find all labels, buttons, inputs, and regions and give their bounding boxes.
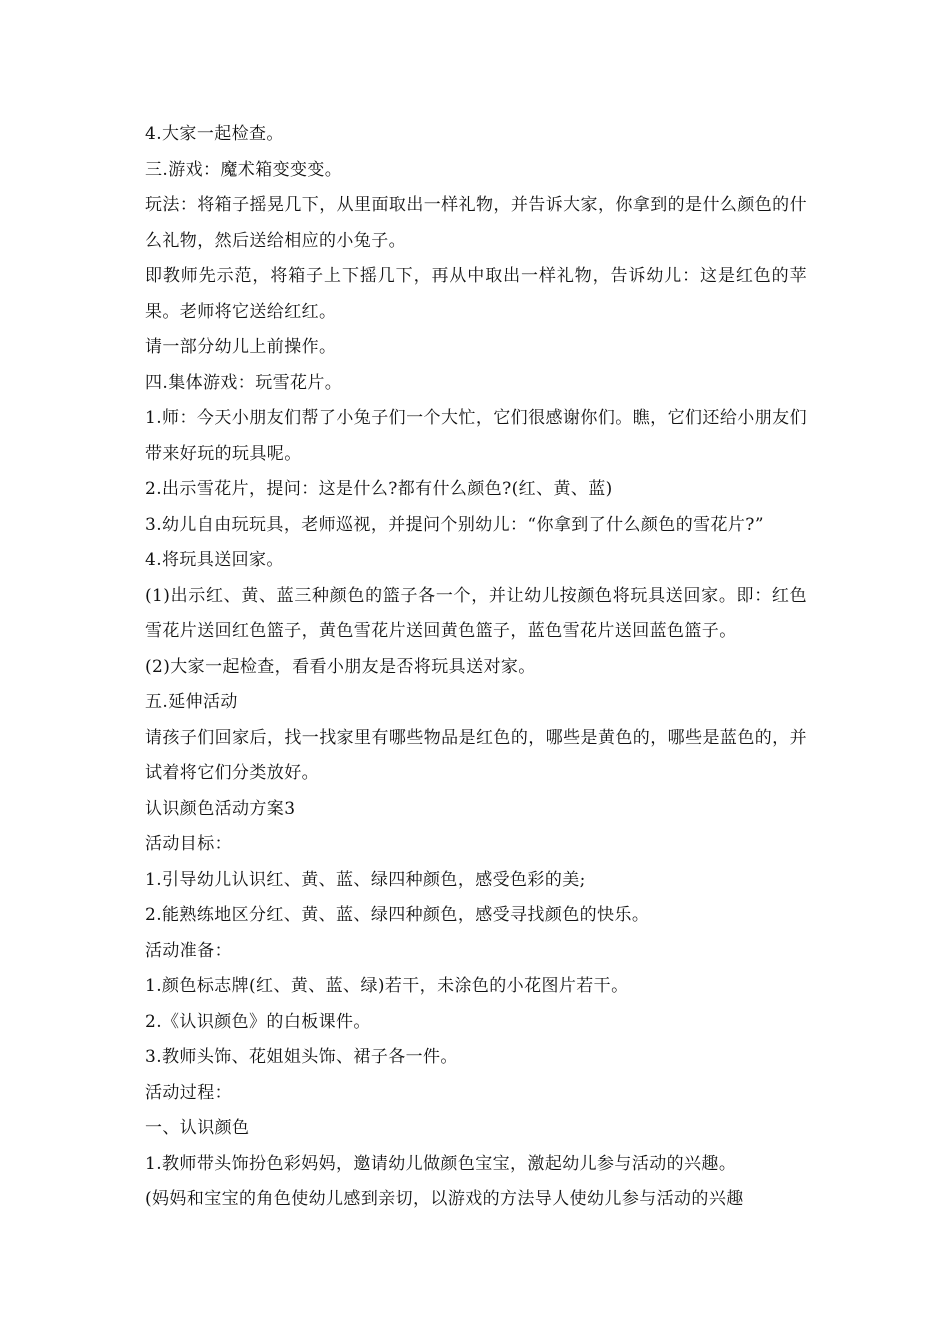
subheading: 活动准备： [145,940,232,961]
paragraph: 请一部分幼儿上前操作。 [145,337,337,357]
paragraph: 4.将玩具送回家。 [145,550,284,570]
paragraph: 4.大家一起检查。 [145,124,284,144]
section-heading: 三.游戏：魔术箱变变变。 [145,159,343,180]
paragraph: 1.师：今天小朋友们帮了小兔子们一个大忙，它们很感谢你们。瞧，它们还给小朋友们带来好玩的玩具呢。 [145,408,807,464]
paragraph: 1.颜色标志牌(红、黄、蓝、绿)若干，未涂色的小花图片若干。 [145,976,629,996]
subheading: 活动目标： [145,834,232,854]
paragraph: 2.出示雪花片，提问：这是什么?都有什么颜色?(红、黄、蓝) [145,479,613,499]
paragraph: 1.教师带头饰扮色彩妈妈，邀请幼儿做颜色宝宝，激起幼儿参与活动的兴趣。 [145,1153,737,1174]
paragraph: 玩法：将箱子摇晃几下，从里面取出一样礼物，并告诉大家，你拿到的是什么颜色的什么礼物，然后送给相应的小兔子。 [145,195,807,251]
section-heading: 一、认识颜色 [145,1118,250,1138]
paragraph: (1)出示红、黄、蓝三种颜色的篮子各一个，并让幼儿按颜色将玩具送回家。即：红色雪花片送回红色篮子，黄色雪花片送回黄色篮子，蓝色雪花片送回蓝色篮子。 [145,585,807,641]
paragraph: (2)大家一起检查，看看小朋友是否将玩具送对家。 [145,656,536,677]
paragraph: 3.教师头饰、花姐姐头饰、裙子各一件。 [145,1047,458,1067]
paragraph: 3.幼儿自由玩玩具，老师巡视，并提问个别幼儿：“你拿到了什么颜色的雪花片?” [145,514,764,535]
document-body [145,117,807,1218]
paragraph: 2.《认识颜色》的白板课件。 [145,1011,371,1032]
paragraph: 2.能熟练地区分红、黄、蓝、绿四种颜色，感受寻找颜色的快乐。 [145,905,650,925]
document-section-title: 认识颜色活动方案3 [145,798,296,819]
paragraph: 请孩子们回家后，找一找家里有哪些物品是红色的，哪些是黄色的，哪些是蓝色的，并试着将它们分类放好。 [145,727,807,783]
paragraph: 即教师先示范，将箱子上下摇几下，再从中取出一样礼物，告诉幼儿：这是红色的苹果。老师将它送给红红。 [145,266,807,322]
section-heading: 四.集体游戏：玩雪花片。 [145,372,343,393]
paragraph: (妈妈和宝宝的角色使幼儿感到亲切，以游戏的方法导人使幼儿参与活动的兴趣 [145,1189,744,1209]
subheading: 活动过程： [145,1082,232,1103]
section-heading: 五.延伸活动 [145,692,238,712]
paragraph: 1.引导幼儿认识红、黄、蓝、绿四种颜色，感受色彩的美; [145,869,586,890]
